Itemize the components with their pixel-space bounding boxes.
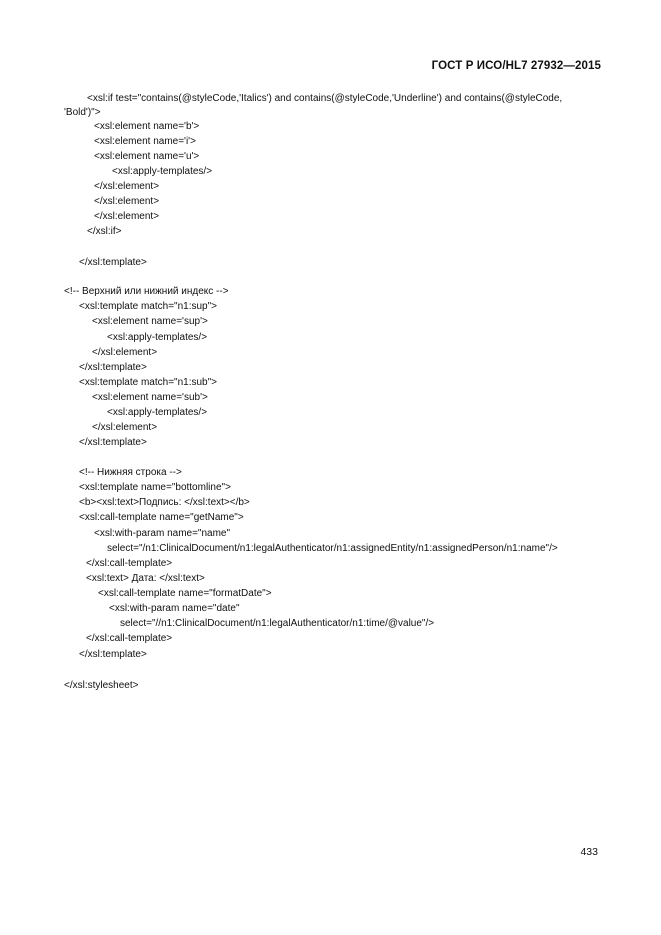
code-line: </xsl:element> (92, 347, 158, 358)
code-line: <xsl:apply-templates/> (107, 332, 208, 343)
code-line: <xsl:template match="n1:sup"> (79, 301, 218, 312)
code-line: </xsl:element> (94, 196, 160, 207)
code-line: <xsl:element name='sup'> (92, 316, 208, 327)
code-line: <xsl:element name='u'> (94, 151, 200, 162)
code-line: <xsl:apply-templates/> (112, 166, 213, 177)
code-line: <xsl:with-param name="name" (94, 528, 231, 539)
code-line: </xsl:if> (87, 226, 122, 237)
code-line: <!-- Нижняя строка --> (79, 467, 182, 478)
code-line: <xsl:with-param name="date" (109, 603, 240, 614)
code-line: <b><xsl:text>Подпись: </xsl:text></b> (79, 497, 250, 508)
document-header: ГОСТ Р ИСО/HL7 27932—2015 (431, 60, 601, 72)
code-line: </xsl:template> (79, 362, 147, 373)
code-line: </xsl:template> (79, 649, 147, 660)
code-line: </xsl:template> (79, 257, 147, 268)
code-line: <xsl:element name='i'> (94, 136, 196, 147)
code-line: <xsl:if test="contains(@styleCode,'Italics') and contains(@styleCode,'Underline') and contains(@styleCode, (87, 93, 563, 104)
code-line: <xsl:element name='b'> (94, 121, 200, 132)
code-line: 'Bold')"> (64, 107, 101, 118)
code-line: <xsl:call-template name="getName"> (79, 512, 244, 523)
code-line: </xsl:stylesheet> (64, 680, 139, 691)
code-line: <!-- Верхний или нижний индекс --> (64, 286, 229, 297)
code-line: select="/n1:ClinicalDocument/n1:legalAuthenticator/n1:assignedEntity/n1:assignedPerson/n1:name"/> (107, 543, 558, 554)
code-line: <xsl:apply-templates/> (107, 407, 208, 418)
page-number: 433 (580, 846, 598, 858)
code-line: </xsl:call-template> (86, 633, 173, 644)
code-line: <xsl:call-template name="formatDate"> (98, 588, 272, 599)
code-line: select="//n1:ClinicalDocument/n1:legalAuthenticator/n1:time/@value"/> (120, 618, 435, 629)
code-line: <xsl:text> Дата: </xsl:text> (86, 573, 205, 584)
code-line: </xsl:template> (79, 437, 147, 448)
code-line: </xsl:element> (94, 211, 160, 222)
code-line: </xsl:element> (92, 422, 158, 433)
code-line: </xsl:element> (94, 181, 160, 192)
code-line: </xsl:call-template> (86, 558, 173, 569)
code-line: <xsl:element name='sub'> (92, 392, 208, 403)
code-line: <xsl:template name="bottomline"> (79, 482, 231, 493)
code-line: <xsl:template match="n1:sub"> (79, 377, 218, 388)
